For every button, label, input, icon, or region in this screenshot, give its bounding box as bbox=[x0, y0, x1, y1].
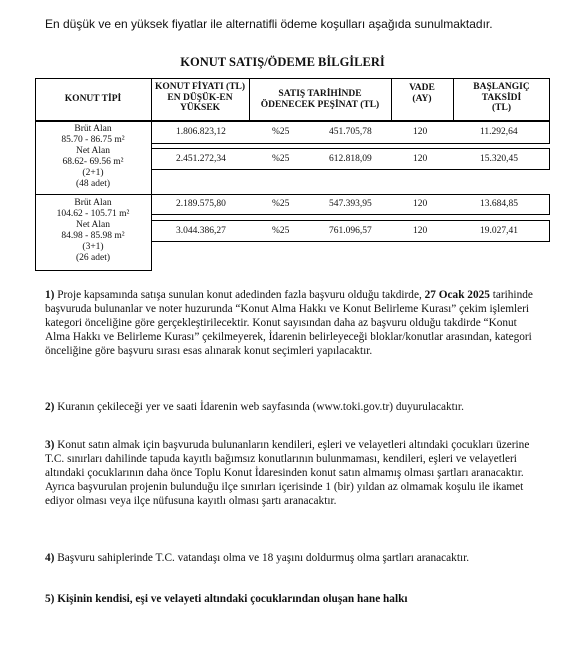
table-cell-down: 451.705,78 bbox=[329, 127, 372, 137]
intro-text: En düşük ve en yüksek fiyatlar ile alternatifli ödeme koşulları aşağıda sunulmaktadır. bbox=[45, 17, 493, 31]
table-cell-price: 3.044.386,27 bbox=[176, 226, 226, 236]
table-title: KONUT SATIŞ/ÖDEME BİLGİLERİ bbox=[180, 55, 385, 69]
table-cell-price: 1.806.823,12 bbox=[176, 127, 226, 137]
table-cell-price: 2.451.272,34 bbox=[176, 154, 226, 164]
table-cell-term: 120 bbox=[413, 154, 428, 164]
table-cell-term: 120 bbox=[413, 199, 428, 209]
table-cell-inst: 13.684,85 bbox=[480, 199, 518, 209]
paragraph-3: 3) Konut satın almak için başvuruda bulunanların kendileri, eşleri ve velayetleri altındaki çocukları üzerine T.C. sınırları dahilinde tapuda kayıtlı bağımsız konutlarının bulunmaması, kendileri, eşleri ve velayetleri altındaki çocuklarının daha önce Toplu Konut İdaresinden konut satın almamış olması şartları aranacaktır. Ayrıca başvurulan projenin bulunduğu ilçe sınırları içerisinde 1 (bir) yıldan az olmamak koşulu ile ikamet ediyor olması veya ilçe nüfusuna kayıtlı olması şartı aranacaktır. bbox=[45, 439, 530, 507]
paragraph-1: 1) Proje kapsamında satışa sunulan konut adedinden fazla başvuru olduğu takdirde, 27 Ocak 2025 tarihinde başvuruda bulunanlar ve noter huzurunda “Konut Alma Hakkı ve Konut Belirleme Kurası” çekim işlemleri kategori önceliğine göre gerçekleştirilecektir. Konut sayısından daha az başvuru olduğu takdirde “Konut Alma Hakkı ve Belirleme Kurası” çekilmeyerek, İdarenin belirleyeceği bloklar/konutlar arasından, kategori önceliğine göre başvuru sırası esas alınarak konut seçimleri yapılacaktır. bbox=[45, 289, 533, 357]
table-cell-pct: %25 bbox=[272, 199, 290, 209]
table-cell-down: 612.818,09 bbox=[329, 154, 372, 164]
header-konut-tipi: KONUT TİPİ bbox=[64, 94, 122, 104]
table-cell-pct: %25 bbox=[272, 127, 290, 137]
table-cell-price: 2.189.575,80 bbox=[176, 199, 226, 209]
table-cell-down: 547.393,95 bbox=[329, 199, 372, 209]
table-cell-pct: %25 bbox=[272, 226, 290, 236]
type-group-1: Brüt Alan 85.70 - 86.75 m² Net Alan 68.62- 69.56 m² (2+1) (48 adet) bbox=[61, 124, 125, 189]
table-cell-down: 761.096,57 bbox=[329, 226, 372, 236]
paragraph-4: 4) Başvuru sahiplerinde T.C. vatandaşı olma ve 18 yaşını doldurmuş olma şartları aranacaktır. bbox=[45, 552, 470, 564]
table-cell-term: 120 bbox=[413, 127, 428, 137]
table-cell-pct: %25 bbox=[272, 154, 290, 164]
type-group-2: Brüt Alan 104.62 - 105.71 m² Net Alan 84.98 - 85.98 m² (3+1) (26 adet) bbox=[56, 198, 130, 263]
paragraph-5: 5) Kişinin kendisi, eşi ve velayeti altındaki çocuklarından oluşan hane halkı bbox=[45, 593, 408, 605]
table-cell-inst: 19.027,41 bbox=[480, 226, 518, 236]
header-baslangic-taksidi: BAŞLANGIÇ TAKSİDİ (TL) bbox=[473, 82, 530, 113]
table-cell-inst: 15.320,45 bbox=[480, 154, 518, 164]
header-pesinat: SATIŞ TARİHİNDE ÖDENECEK PEŞİNAT (TL) bbox=[260, 89, 380, 110]
header-vade: VADE (AY) bbox=[409, 83, 435, 104]
header-konut-fiyati: KONUT FİYATI (TL) EN DÜŞÜK-EN YÜKSEK bbox=[154, 82, 246, 113]
paragraph-2: 2) Kuranın çekileceği yer ve saati İdarenin web sayfasında (www.toki.gov.tr) duyurulacaktır. bbox=[45, 401, 464, 413]
table-cell-term: 120 bbox=[413, 226, 428, 236]
table-cell-inst: 11.292,64 bbox=[480, 127, 518, 137]
